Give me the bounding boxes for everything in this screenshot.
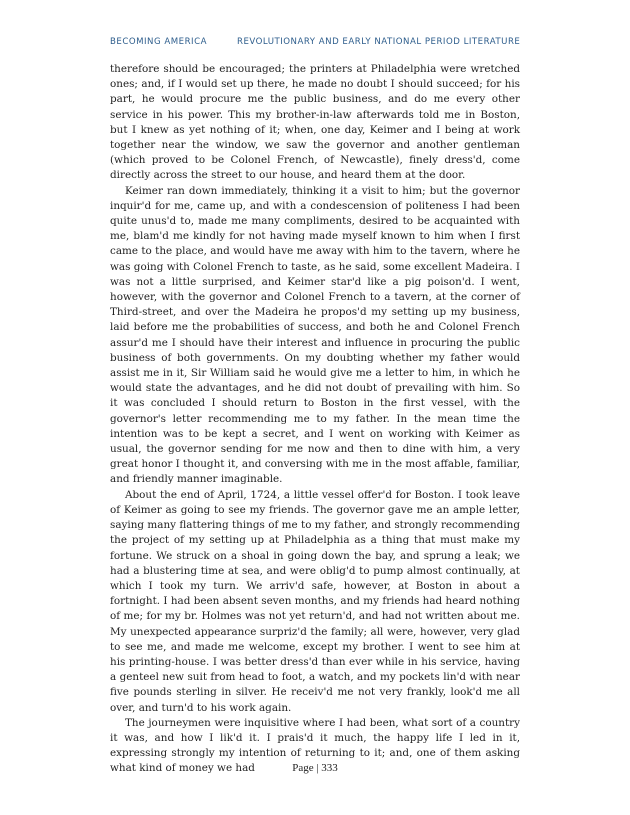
section-title: REVOLUTIONARY AND EARLY NATIONAL PERIOD LITERATURE: [236, 37, 521, 47]
paragraph: therefore should be encouraged; the printers at Philadelphia were wretched ones; and, if I would set up there, he made no doubt I should succeed; for his part, he would procure me the public business, and do me every other service in his power. This my brother-in-law afterwards told me in Boston, but I knew as yet nothing of it; when, one day, Keimer and I being at work together near the window, we saw the governor and another gentleman (which proved to be Colonel French, of Newcastle), finely dress'd, come directly across the street to our house, and heard them at the door.: [110, 63, 520, 182]
body-text: [110, 62, 520, 777]
book-title: BECOMING AMERICA: [110, 37, 207, 47]
running-header: [110, 37, 530, 47]
paragraph: About the end of April, 1724, a little vessel offer'd for Boston. I took leave of Keimer as going to see my friends. The governor gave me an ample letter, saying many flattering things of me to my father, and strongly recommending the project of my setting up at Philadelphia as a thing that must make my fortune. We struck on a shoal in going down the bay, and sprung a leak; we had a blustering time at sea, and were oblig'd to pump almost continually, at which I took my turn. We arriv'd safe, however, at Boston in about a fortnight. I had been absent seven months, and my friends had heard nothing of me; for my br. Holmes was not yet return'd, and had not written about me. My unexpected appearance surpriz'd the family; all were, however, very glad to see me, and made me welcome, except my brother. I went to see him at his printing-house. I was better dress'd than ever while in his service, having a genteel new suit from head to foot, a watch, and my pockets lin'd with near five pounds sterling in silver. He receiv'd me not very frankly, look'd me all over, and turn'd to his work again.: [110, 488, 520, 714]
paragraph: Keimer ran down immediately, thinking it a visit to him; but the governor inquir'd for me, came up, and with a condescension of politeness I had been quite unus'd to, made me many compliments, desired to be acquainted with me, blam'd me kindly for not having made myself known to him when I first came to the place, and would have me away with him to the tavern, where he was going with Colonel French to taste, as he said, some excellent Madeira. I was not a little surprised, and Keimer star'd like a pig poison'd. I went, however, with the governor and Colonel French to a tavern, at the corner of Third-street, and over the Madeira he propos'd my setting up my business, laid before me the probabilities of success, and both he and Colonel French assur'd me I should have their interest and influence in procuring the public business of both governments. On my doubting whether my father would assist me in it, Sir William said he would give me a letter to him, in which he would state the advantages, and he did not doubt of prevailing with him. So it was concluded I should return to Boston in the first vessel, with the governor's letter recommending me to my father. In the mean time the intention was to be kept a secret, and I went on working with Keimer as usual, the governor sending for me now and then to dine with him, a very great honor I thought it, and conversing with me in the most affable, familiar, and friendly manner imaginable.: [110, 184, 520, 486]
paragraph: The journeymen were inquisitive where I had been, what sort of a country it was, and how I lik'd it. I prais'd it much, the happy life I led in it, expressing strongly my intention of returning to it; and, one of them asking what kind of money we had: [110, 716, 520, 775]
page-number: Page | 333: [292, 762, 338, 774]
